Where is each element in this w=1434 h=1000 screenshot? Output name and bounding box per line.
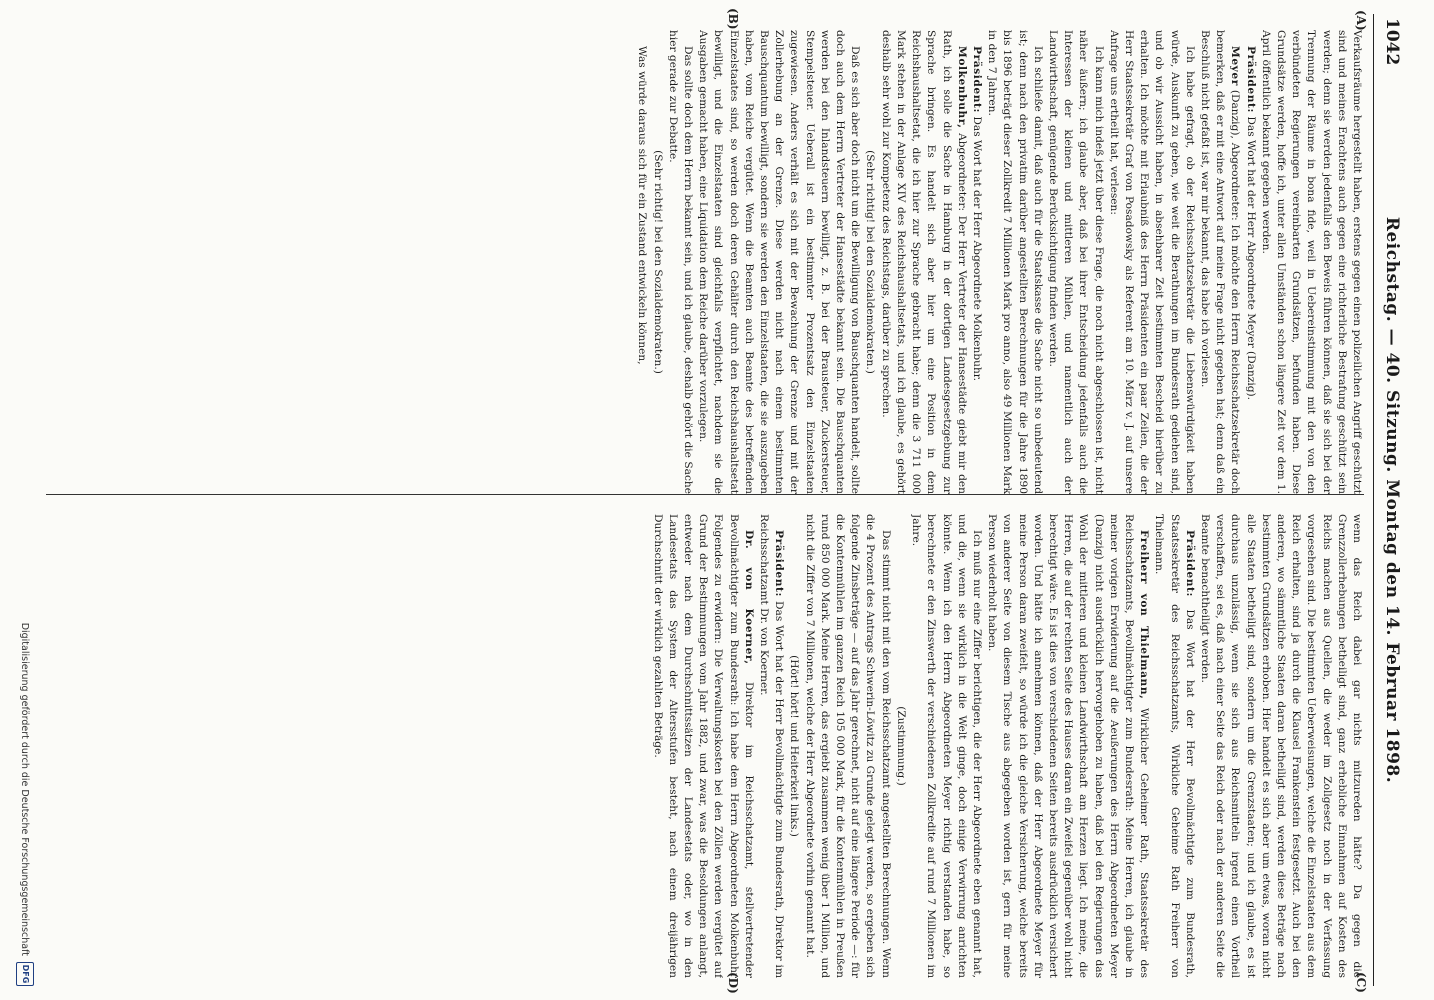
digitization-credit: [8, 14, 38, 986]
right-column: [46, 514, 1364, 978]
paragraph: Was würde daraus sich für ein Zustand entwickeln können,: [636, 46, 649, 365]
dfg-logo: DFG: [16, 962, 34, 986]
speaker-name: Freiherr von Thielmann,: [1138, 530, 1151, 700]
paragraph: [878, 30, 969, 494]
paragraph: Ich habe gefragt, ob der Reichsschatzsekretär die Liebenswürdigkeit haben würde, Auskunft zu geben, wie weit die Berathungen im Bundesrath gediehen sind, und ob wir Aussicht haben, in absehbarer Zeit bestimmten Bescheid hierüber zu erhalten. Ich möchte mit Erlaubniß des Herrn Präsidenten ein paar Zeilen, die der Herr Staatssekretär Graf von Posadowsky als Referent am 10. März v. J. auf unsere Anfrage uns ertheilt hat, verlesen:: [1107, 30, 1196, 494]
speech-text: Wirklicher Geheimer Rath, Staatssekretär des Reichsschatzamts, Bevollmächtigter zum Bundesrath: Meine Herren, ich glaube in meiner vorigen Erwiderung auf die Aeußerungen des Herrn Abgeordneten Meyer (Danzig) nicht ausdrücklich hervorgehoben zu haben, daß bei den Regierungen das Wohl der mittleren und kleinen Landwirthschaft am Herzen liegt. Ich meine, die Herren, die auf der rechten Seite des Hauses daran ein Zweifel gegenüber wohl nicht berechtigt wäre. Es ist dies von verschiedenen Seiten bereits ausdrücklich versichert worden. Und hätte ich annehmen können, daß der Herr Abgeordnete Meyer für meine Person daran zweifelt, so würde ich die gleiche Versicherung, welche bereits von anderer Seite von diesem Tische aus abgegeben worden ist, gern für meine Person wiederholt haben.: [986, 514, 1151, 978]
paragraph: [649, 514, 755, 978]
speech-text: (Danzig), Abgeordneter: Ich möchte den Herrn Reichsschatzsekretär doch bemerken, daß er mit eine Antwort auf meine Frage nicht gegeben hat; denn daß ein Beschluß nicht gefaßt ist, war mir bekannt, das habe ich vorlesen.: [1198, 30, 1242, 494]
speaker-name: Meyer: [1229, 46, 1242, 86]
left-column: [46, 30, 1364, 494]
speaker-name: Dr. von Koerner,: [742, 530, 755, 665]
margin-marker-b: (B): [726, 8, 740, 30]
speech-text: Abgeordneter: Der Herr Vertreter der Hansestädte giebt mir den Rath, ich solle die Sache in Hamburg in der dortigen Landesgesetzgebung zur Sprache bringen. Es handelt sich aber hier um eine Position in dem Reichshaushaltsetat, die ich hier zur Sprache gebracht habe; denn die 3 711 000 Mark stehen in der Anlage XIV des Reichshaushaltsetats, und ich glaube, es gehört deshalb sehr wohl zur Kompetenz des Reichstags, darüber zu sprechen.: [879, 30, 968, 494]
credit-text: Digitalisierung gefördert durch die Deutsche Forschungsgemeinschaft: [19, 622, 30, 956]
speech-text: Das Wort hat der Herr Bevollmächtigte zum Bundesrath, Direktor im Reichsschatzamt Dr. von Koerner.: [758, 514, 786, 978]
paragraph: [756, 514, 786, 978]
paragraph: Ich schließe damit, daß auch für die Staatskasse die Sache nicht so unbedeutend ist; denn nach den privatim darüber angestellten Berechnungen für die Jahre 1890 bis 1896 beträgt dieser Zollkredit 7 Millionen Mark pro anno, also 49 Millionen Mark in den 7 Jahren.: [986, 30, 1044, 494]
margin-marker-d: (D): [726, 972, 740, 994]
speech-text: Direktor im Reichsschatzamt, stellvertretender Bevollmächtigter zum Bundesrath: Ich habe dem Herrn Abgeordneten Molkenbuhr Folgendes zu erwidern: Die Verwaltungskosten bei den Zöllen werden vergütet auf Grund der Bestimmungen vom Jahr 1882, und zwar, was die Besoldungen anlangt, entweder nach dem Durchschnittssätzen der Landesetats oder, wo in den Landesetats das System der Altersstufen besteht, nach einem dreijährigen Durchschnitt der wirklich gezahlten Beträge.: [651, 514, 755, 978]
page-title: Reichstag. — 40. Sitzung. Montag den 14. Februar 1898.: [1382, 216, 1402, 784]
paragraph: Ich muß nur eine Ziffer berichtigen, die der Herr Abgeordnete eben genannt hat, und die, wenn sie wirklich in die Welt ginge, doch einige Verwirrung anrichten könnte. Wenn ich den Herrn Abgeordneten Meyer richtig verstanden habe, so berechnete er den Zinswerth der verschiedenen Zollkredite auf rund 7 Millionen im Jahre.: [910, 514, 983, 978]
speaker-name: Präsident:: [1244, 46, 1257, 114]
speaker-name: Präsident:: [773, 530, 786, 598]
interjection: (Zustimmung.): [894, 706, 907, 786]
speech-text: Das Wort hat der Herr Abgeordnete Molkenbuhr.: [970, 113, 983, 382]
paragraph: Das stimmt nicht mit den vom Reichsschatzamt angestellten Berechnungen. Wenn die 4 Prozent des Antrags Schwerin-Löwitz zu Grunde gelegt werden, so ergeben sich folgende Zinsbeträge — auf das Jahr gerechnet, nicht auf eine längere Periode —: für die Kontenmühlen im ganzen Reich 105 000 Mark, für die Kontenmühlen in Preußen rund 850 000 Mark. Meine Herren, das ergiebt zusammen wenig über 1 Million, und nicht die Ziffer von 7 Millionen, welche der Herr Abgeordnete vorhin genannt hat.: [803, 514, 892, 978]
margin-marker-c: (C): [1354, 972, 1368, 993]
speech-text: Das Wort hat der Herr Abgeordnete Meyer (Danzig).: [1244, 113, 1257, 401]
speaker-name: Molkenbuhr,: [955, 46, 968, 129]
speaker-name: Präsident:: [970, 46, 983, 114]
paragraph: Verkaufsräume hergestellt haben, erstens gegen einen polizeilichen Angriff geschützt sind und meines Erachtens auch gegen eine richterliche Bestrafung geschützt sein werden; denn sie werden jedenfalls den Beweis führen können, daß sie sich bei der Trennung der Räume in bona fide, weil in Uebereinstimmung mit den von den verbündeten Regierungen vereinbarten Grundsätzen, befunden haben. Diese Grundsätze werden, hoffe ich, unter allen Umständen schon längere Zeit vor dem 1. April öffentlich bekannt gegeben werden.: [1259, 30, 1363, 494]
speech-text: Das Wort hat der Herr Bevollmächtigte zum Bundesrath, Staatssekretär des Reichsschatzamts, Wirkliche Geheime Rath Freiherr von Thielmann.: [1153, 514, 1196, 978]
interjection: (Hört! hört! und Heiterkeit links.): [788, 655, 801, 837]
paragraph: Das sollte doch dem Herrn bekannt sein, und ich glaube, deshalb gehört die Sache hier gerade zur Debatte.: [666, 30, 695, 494]
paragraph: [1242, 30, 1257, 494]
interjection: (Sehr richtig! bei den Sozialdemokraten.): [651, 150, 664, 374]
paragraph: [984, 514, 1151, 978]
interjection: (Sehr richtig! bei den Sozialdemokraten.): [864, 150, 877, 374]
paragraph: Daß es sich aber doch nicht um die Bewilligung von Bauschquanten handelt, sollte doch auch dem Herrn Vertreter der Hansestädte bekannt sein. Die Bauschquanten werden bei den Inlandsteuern bewilligt, z. B. bei der Brausteuer, Zuckersteuer, Stempelsteuer. Ueberall ist ein bestimmter Prozentsatz den Einzelstaaten zugewiesen. Anders verhält es sich mit der Bewachung der Grenze und mit der Zollerhebung an der Grenze. Diese werden nicht nach einem bestimmten Bauschquantum bewilligt, sondern sie werden den Einzelstaaten, die sie auszugeben haben, vom Reiche vergütet. Wenn die Beamten auch Beamte des betreffenden Einzelstaates sind, so werden doch deren Gehälter durch den Reichshaushaltsetat bewilligt, und die Einzelstaaten sind gleichfalls verpflichtet, nachdem sie die Ausgaben gemacht haben, eine Liquidation dem Reiche darüber vorzulegen.: [697, 30, 862, 494]
page-number: 1042: [1382, 18, 1402, 66]
paragraph: [1197, 30, 1243, 494]
paragraph: wenn das Reich dabei gar nichts mitzureden hätte? Da gegen die Grenzzollerhebungen betheiligt sind, ganz erhebliche Einnahmen auf Kosten des Reichs machen aus Quellen, die weder im Zollgesetz noch in der Verfassung vorgesehen sind. Die bestimmten Ueberweisungen, welche die Einzelstaaten aus dem Reich erhalten, sind ja durch die Klausel Frankenstein festgesetzt. Auch bei den anderen, wo sämmtliche Staaten daran betheiligt sind, werden diese Beträge nach bestimmten Grundsätzen erhoben. Hier handelt es sich aber um etwas, woran nicht alle Staaten betheiligt sind, sondern um die Grenzstaaten; und ich glaube, es ist durchaus unzulässig, wenn sie sich aus Reichsmitteln irgend einen Vortheil verschaffen, sei es, daß nach einer Seite das Reich oder nach der anderen Seite die Beamte benachtheiligt werden.: [1198, 514, 1363, 978]
speaker-name: Präsident:: [1183, 530, 1196, 598]
paragraph: [969, 30, 984, 494]
margin-marker-a: (A): [1354, 10, 1368, 31]
column-divider: [46, 494, 1364, 495]
quoted-paragraph: Ich kann mich indeß jetzt über diese Frage, die noch nicht abgeschlossen ist, nicht näher äußern; ich glaube aber, daß bei ihrer Entscheidung jedenfalls auch die Interessen der kleinen und mittleren Mühlen, und namentlich auch der Landwirthschaft, genügende Berücksichtigung finden werden.: [1046, 30, 1105, 494]
page-header: [1373, 14, 1408, 986]
paragraph: [1151, 514, 1197, 978]
